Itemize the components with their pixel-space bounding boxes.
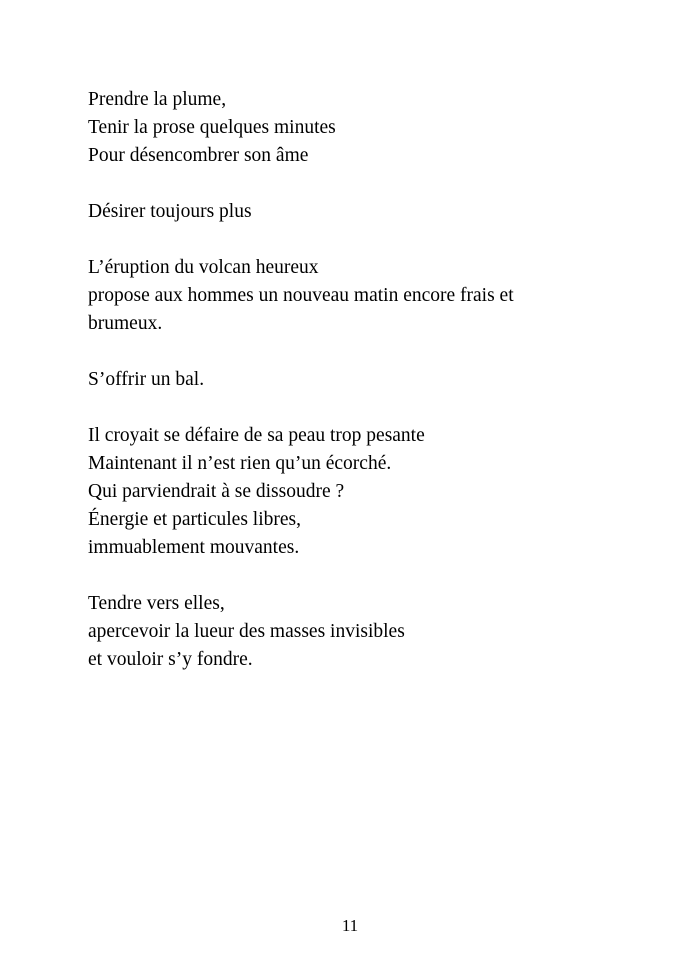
poem-line: propose aux hommes un nouveau matin encore frais et [88,285,514,306]
stanza-1 [88,86,628,170]
poem-line: Pour désencombrer son âme [88,145,309,166]
stanza-2 [88,198,628,226]
poem-line: L’éruption du volcan heureux [88,257,319,278]
page-number: 11 [341,916,359,935]
stanza-4 [88,366,628,394]
poem-line: Il croyait se défaire de sa peau trop pesante [88,425,425,446]
poem-line: S’offrir un bal. [88,369,205,390]
poem-line: brumeux. [88,313,163,334]
poem-line: Maintenant il n’est rien qu’un écorché. [88,453,392,474]
stanza-3 [88,254,628,338]
poem-line: Énergie et particules libres, [88,509,301,530]
stanza-5 [88,422,628,562]
poem-line: Prendre la plume, [88,89,227,110]
poem-line: Tenir la prose quelques minutes [88,117,336,138]
poem-line: immuablement mouvantes. [88,537,300,558]
poem-line: Désirer toujours plus [88,201,252,222]
poem-line: Qui parviendrait à se dissoudre ? [88,481,345,502]
poem-line: apercevoir la lueur des masses invisibles [88,621,405,642]
poem-line: et vouloir s’y fondre. [88,649,253,670]
stanza-6 [88,590,628,674]
poem-line: Tendre vers elles, [88,593,225,614]
poem-body [88,86,628,702]
